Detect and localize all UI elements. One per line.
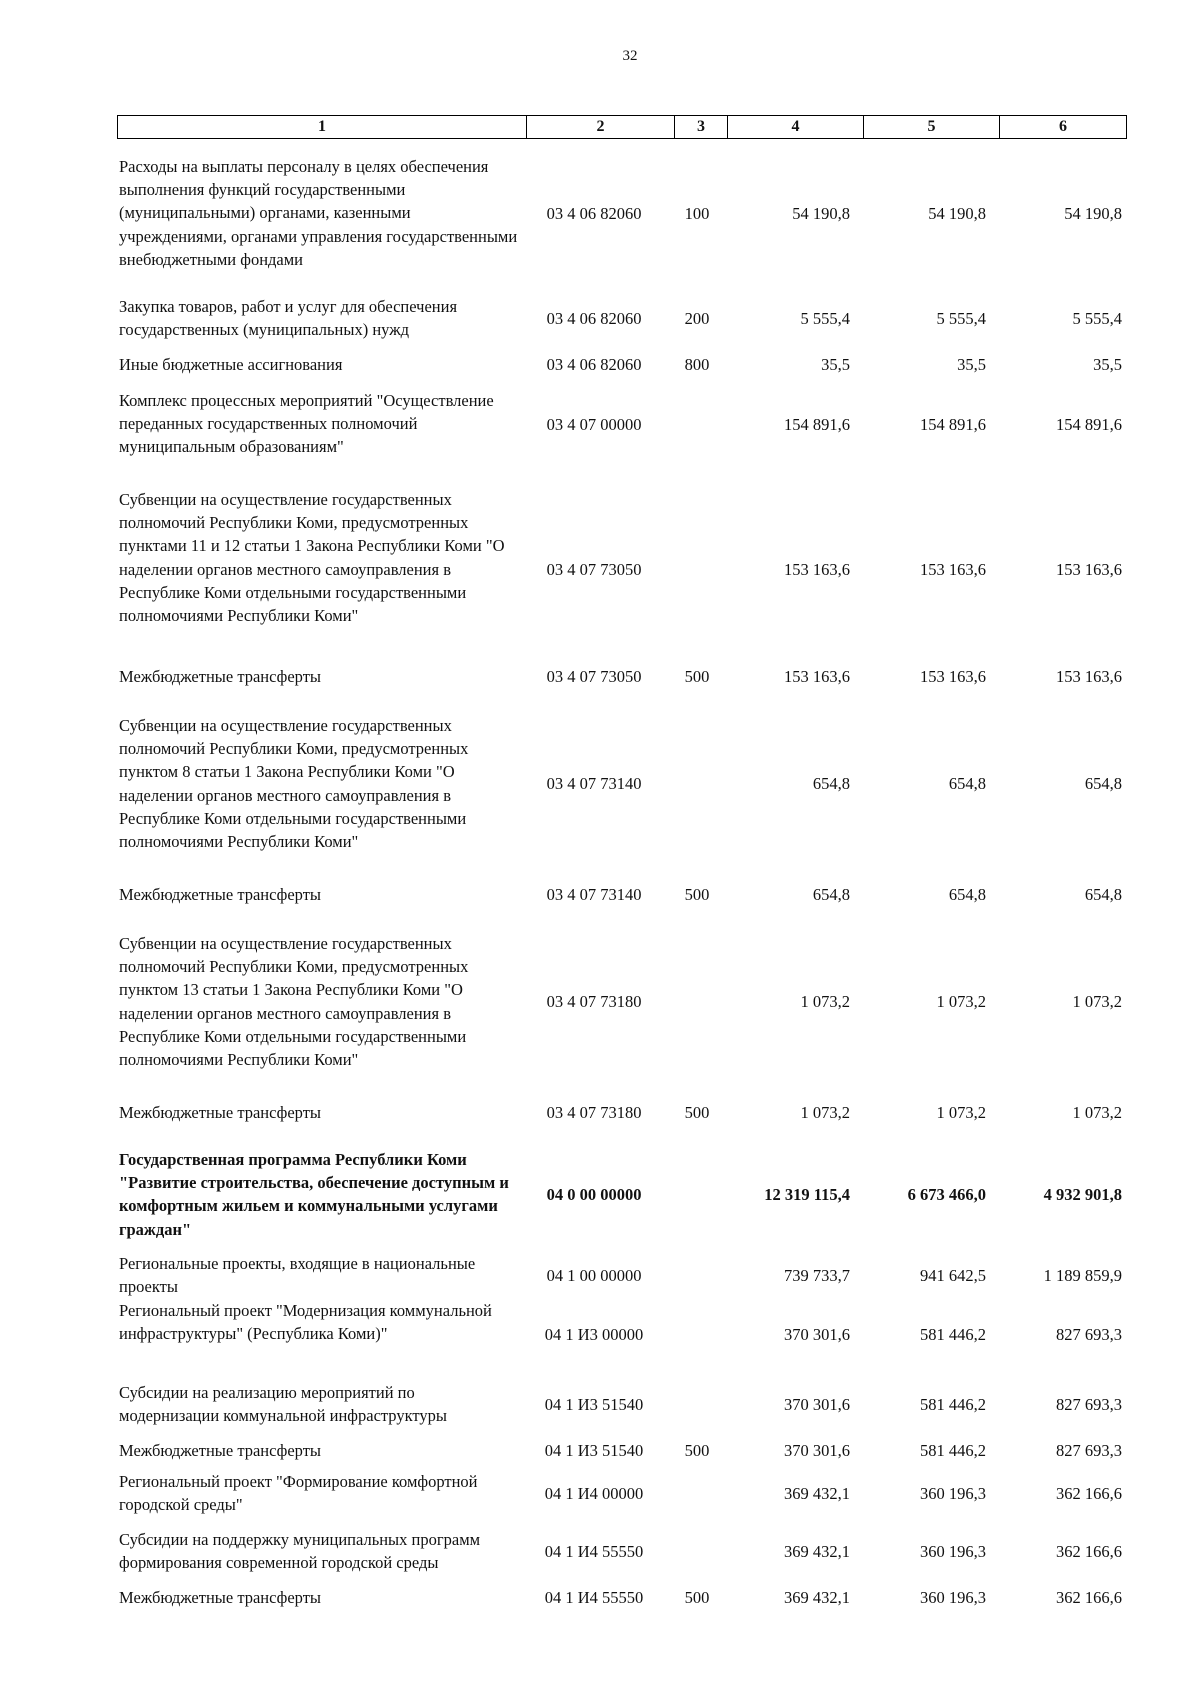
cell-value-col4: 5 555,4 xyxy=(800,309,850,328)
table-row xyxy=(0,1381,1200,1427)
cell-value-col6: 654,8 xyxy=(1084,885,1122,904)
cell-value-col4: 370 301,6 xyxy=(784,1325,850,1344)
cell-value-col6: 827 693,3 xyxy=(1056,1325,1122,1344)
cell-code: 03 4 07 73180 xyxy=(546,992,642,1011)
cell-type-code: 500 xyxy=(684,1441,710,1460)
cell-name: Субвенции на осуществление государственных полномочий Республики Коми, предусмотренных пунктом 8 статьи 1 Закона Республики Коми "О наделении органов местного самоуправления в Республике Коми отдельными государственными полномочиями Республики Коми" xyxy=(119,716,469,852)
cell-value-col6: 827 693,3 xyxy=(1056,1395,1122,1414)
cell-value-col6: 1 189 859,9 xyxy=(1043,1266,1122,1285)
cell-value-col6: 4 932 901,8 xyxy=(1043,1185,1122,1204)
cell-name: Закупка товаров, работ и услуг для обеспечения государственных (муниципальных) нужд xyxy=(119,297,458,340)
cell-value-col4: 153 163,6 xyxy=(784,667,850,686)
cell-value-col4: 369 432,1 xyxy=(784,1484,850,1503)
table-row xyxy=(0,389,1200,459)
cell-value-col5: 1 073,2 xyxy=(936,1103,986,1122)
cell-name: Субвенции на осуществление государственных полномочий Республики Коми, предусмотренных пунктами 11 и 12 статьи 1 Закона Республики Коми "О наделении органов местного самоуправления в Республике Коми отдельными государственными полномочиями Республики Коми" xyxy=(119,490,505,626)
cell-value-col4: 54 190,8 xyxy=(792,204,850,223)
table-row xyxy=(0,1299,1200,1369)
cell-code: 04 1 И4 00000 xyxy=(544,1484,644,1503)
column-header-5: 5 xyxy=(864,116,1000,139)
cell-value-col6: 654,8 xyxy=(1084,774,1122,793)
cell-value-col5: 154 891,6 xyxy=(920,415,986,434)
cell-code: 03 4 07 73140 xyxy=(546,885,642,904)
cell-name: Региональный проект "Модернизация коммунальной инфраструктуры" (Республика Коми)" xyxy=(119,1301,492,1344)
cell-name: Межбюджетные трансферты xyxy=(119,1441,322,1460)
cell-value-col5: 360 196,3 xyxy=(920,1588,986,1607)
cell-code: 03 4 07 73180 xyxy=(546,1103,642,1122)
cell-name: Региональный проект "Формирование комфортной городской среды" xyxy=(119,1472,478,1515)
cell-value-col6: 1 073,2 xyxy=(1072,1103,1122,1122)
cell-value-col5: 654,8 xyxy=(948,885,986,904)
cell-value-col5: 654,8 xyxy=(948,774,986,793)
cell-code: 04 1 И3 51540 xyxy=(544,1441,644,1460)
column-header-3: 3 xyxy=(675,116,728,139)
cell-value-col6: 5 555,4 xyxy=(1072,309,1122,328)
cell-code: 04 1 И3 00000 xyxy=(544,1325,644,1344)
cell-type-code: 500 xyxy=(684,885,710,904)
cell-value-col5: 581 446,2 xyxy=(920,1441,986,1460)
cell-type-code: 500 xyxy=(684,1103,710,1122)
column-header-6: 6 xyxy=(1000,116,1127,139)
column-header-table xyxy=(117,115,1127,139)
cell-value-col6: 362 166,6 xyxy=(1056,1588,1122,1607)
cell-value-col5: 581 446,2 xyxy=(920,1395,986,1414)
cell-value-col4: 370 301,6 xyxy=(784,1441,850,1460)
cell-value-col5: 153 163,6 xyxy=(920,560,986,579)
cell-value-col6: 153 163,6 xyxy=(1056,667,1122,686)
cell-code: 03 4 06 82060 xyxy=(546,204,642,223)
cell-name: Государственная программа Республики Коми "Развитие строительства, обеспечение доступным и комфортным жильем и коммунальными услугами граждан" xyxy=(119,1150,509,1239)
cell-name: Расходы на выплаты персоналу в целях обеспечения выполнения функций государственными (муниципальными) органами, казенными учреждениями, органами управления государственными внебюджетными фондами xyxy=(119,157,518,269)
cell-code: 03 4 06 82060 xyxy=(546,309,642,328)
cell-type-code: 500 xyxy=(684,1588,710,1607)
cell-name: Межбюджетные трансферты xyxy=(119,667,322,686)
table-row xyxy=(0,714,1200,853)
cell-value-col5: 6 673 466,0 xyxy=(907,1185,986,1204)
cell-type-code: 100 xyxy=(684,204,710,223)
cell-value-col5: 360 196,3 xyxy=(920,1542,986,1561)
cell-value-col5: 1 073,2 xyxy=(936,992,986,1011)
table-row xyxy=(0,883,1200,906)
cell-value-col4: 654,8 xyxy=(812,885,850,904)
cell-value-col4: 12 319 115,4 xyxy=(764,1185,850,1204)
table-row xyxy=(0,1101,1200,1124)
cell-value-col6: 362 166,6 xyxy=(1056,1484,1122,1503)
cell-value-col4: 154 891,6 xyxy=(784,415,850,434)
cell-name: Комплекс процессных мероприятий "Осуществление переданных государственных полномочий муниципальным образованиям" xyxy=(119,391,494,457)
table-row xyxy=(0,1470,1200,1516)
cell-name: Региональные проекты, входящие в национальные проекты xyxy=(119,1254,476,1297)
table-row xyxy=(0,1528,1200,1574)
cell-value-col6: 35,5 xyxy=(1093,355,1122,374)
table-row xyxy=(0,1586,1200,1609)
cell-value-col4: 369 432,1 xyxy=(784,1588,850,1607)
cell-value-col6: 154 891,6 xyxy=(1056,415,1122,434)
column-header-4: 4 xyxy=(728,116,864,139)
column-header-1: 1 xyxy=(118,116,527,139)
cell-value-col5: 5 555,4 xyxy=(936,309,986,328)
cell-value-col4: 370 301,6 xyxy=(784,1395,850,1414)
cell-code: 04 1 И3 51540 xyxy=(544,1395,644,1414)
cell-code: 04 1 И4 55550 xyxy=(544,1542,644,1561)
table-row xyxy=(0,1439,1200,1462)
table-row xyxy=(0,1148,1200,1241)
table-row xyxy=(0,155,1200,271)
cell-value-col5: 360 196,3 xyxy=(920,1484,986,1503)
cell-type-code: 500 xyxy=(684,667,710,686)
cell-value-col5: 153 163,6 xyxy=(920,667,986,686)
cell-value-col4: 1 073,2 xyxy=(800,992,850,1011)
cell-code: 03 4 07 73140 xyxy=(546,774,642,793)
cell-code: 04 1 И4 55550 xyxy=(544,1588,644,1607)
cell-name: Межбюджетные трансферты xyxy=(119,1103,322,1122)
cell-value-col6: 153 163,6 xyxy=(1056,560,1122,579)
cell-value-col6: 1 073,2 xyxy=(1072,992,1122,1011)
cell-code: 03 4 06 82060 xyxy=(546,355,642,374)
cell-value-col6: 827 693,3 xyxy=(1056,1441,1122,1460)
cell-value-col4: 654,8 xyxy=(812,774,850,793)
cell-name: Субсидии на реализацию мероприятий по модернизации коммунальной инфраструктуры xyxy=(119,1383,447,1426)
cell-name: Субсидии на поддержку муниципальных программ формирования современной городской среды xyxy=(119,1530,481,1573)
column-header-2: 2 xyxy=(527,116,675,139)
table-row xyxy=(0,488,1200,651)
cell-code: 03 4 07 73050 xyxy=(546,667,642,686)
cell-code: 04 0 00 00000 xyxy=(546,1185,642,1204)
cell-type-code: 200 xyxy=(684,309,710,328)
cell-value-col6: 54 190,8 xyxy=(1064,204,1122,223)
cell-value-col5: 35,5 xyxy=(957,355,986,374)
cell-value-col4: 1 073,2 xyxy=(800,1103,850,1122)
cell-code: 03 4 07 73050 xyxy=(546,560,642,579)
cell-value-col4: 369 432,1 xyxy=(784,1542,850,1561)
cell-value-col4: 739 733,7 xyxy=(784,1266,850,1285)
cell-code: 04 1 00 00000 xyxy=(546,1266,642,1285)
cell-name: Субвенции на осуществление государственных полномочий Республики Коми, предусмотренных пунктом 13 статьи 1 Закона Республики Коми "О наделении органов местного самоуправления в Республике Коми отдельными государственными полномочиями Республики Коми" xyxy=(119,934,469,1070)
table-row xyxy=(0,295,1200,341)
cell-value-col5: 941 642,5 xyxy=(920,1266,986,1285)
cell-name: Межбюджетные трансферты xyxy=(119,885,322,904)
cell-value-col5: 581 446,2 xyxy=(920,1325,986,1344)
cell-value-col4: 35,5 xyxy=(821,355,850,374)
cell-code: 03 4 07 00000 xyxy=(546,415,642,434)
table-row xyxy=(0,353,1200,376)
cell-name: Иные бюджетные ассигнования xyxy=(119,355,343,374)
page-number: 32 xyxy=(622,48,638,64)
table-row xyxy=(0,665,1200,688)
table-row xyxy=(0,932,1200,1071)
table-row xyxy=(0,1252,1200,1298)
cell-value-col5: 54 190,8 xyxy=(928,204,986,223)
cell-type-code: 800 xyxy=(684,355,710,374)
cell-value-col6: 362 166,6 xyxy=(1056,1542,1122,1561)
cell-value-col4: 153 163,6 xyxy=(784,560,850,579)
cell-name: Межбюджетные трансферты xyxy=(119,1588,322,1607)
